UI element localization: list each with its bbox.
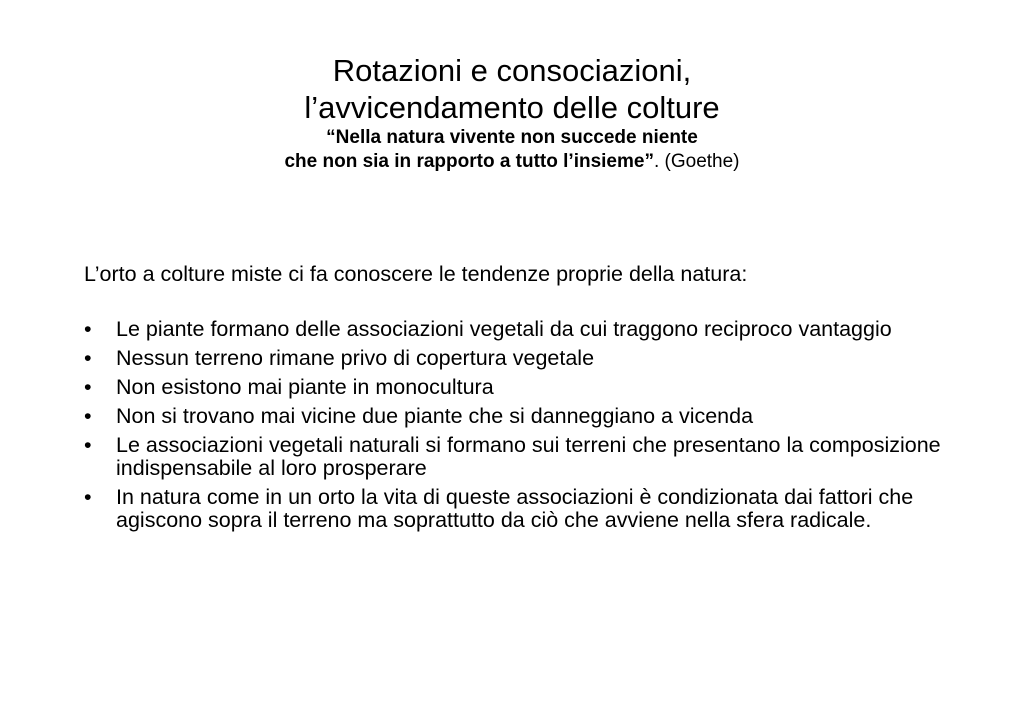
quote-line-1 [0,126,1024,150]
bullet-icon: • [84,433,92,457]
quote-line-2 [0,150,1024,174]
slide-title-line-1: Rotazioni e consociazioni, [332,53,692,88]
bullet-icon: • [84,485,92,509]
slide-title-line-2: l’avvicendamento delle colture [304,90,720,125]
title-block [0,52,1024,174]
bullet-icon: • [84,346,92,370]
bullet-text: Non esistono mai piante in monocultura [116,375,494,399]
list-item [84,376,964,399]
bullet-text: Le associazioni vegetali naturali si formano sui terreni che presentano la composizione indispensabile al loro prosperare [116,433,941,480]
bullet-text: Le piante formano delle associazioni vegetali da cui traggono reciproco vantaggio [116,317,892,341]
bullet-icon: • [84,317,92,341]
bullet-text: Nessun terreno rimane privo di copertura vegetale [116,346,595,370]
list-item [84,434,964,480]
list-item [84,486,964,532]
list-item [84,318,964,341]
list-item [84,347,964,370]
quote-text-2: che non sia in rapporto a tutto l’insieme” [284,151,654,172]
intro-text: L’orto a colture miste ci fa conoscere le tendenze proprie della natura: [84,262,748,286]
quote-text-1: “Nella natura vivente non succede niente [326,127,698,148]
quote-author: . (Goethe) [653,151,740,172]
bullet-text: In natura come in un orto la vita di queste associazioni è condizionata dai fattori che agiscono sopra il terreno ma soprattutto da ciò che avviene nella sfera radicale. [116,485,914,532]
bullet-text: Non si trovano mai vicine due piante che si danneggiano a vicenda [116,404,754,428]
list-item [84,405,964,428]
bullet-icon: • [84,375,92,399]
bullet-list [84,318,964,538]
bullet-icon: • [84,404,92,428]
